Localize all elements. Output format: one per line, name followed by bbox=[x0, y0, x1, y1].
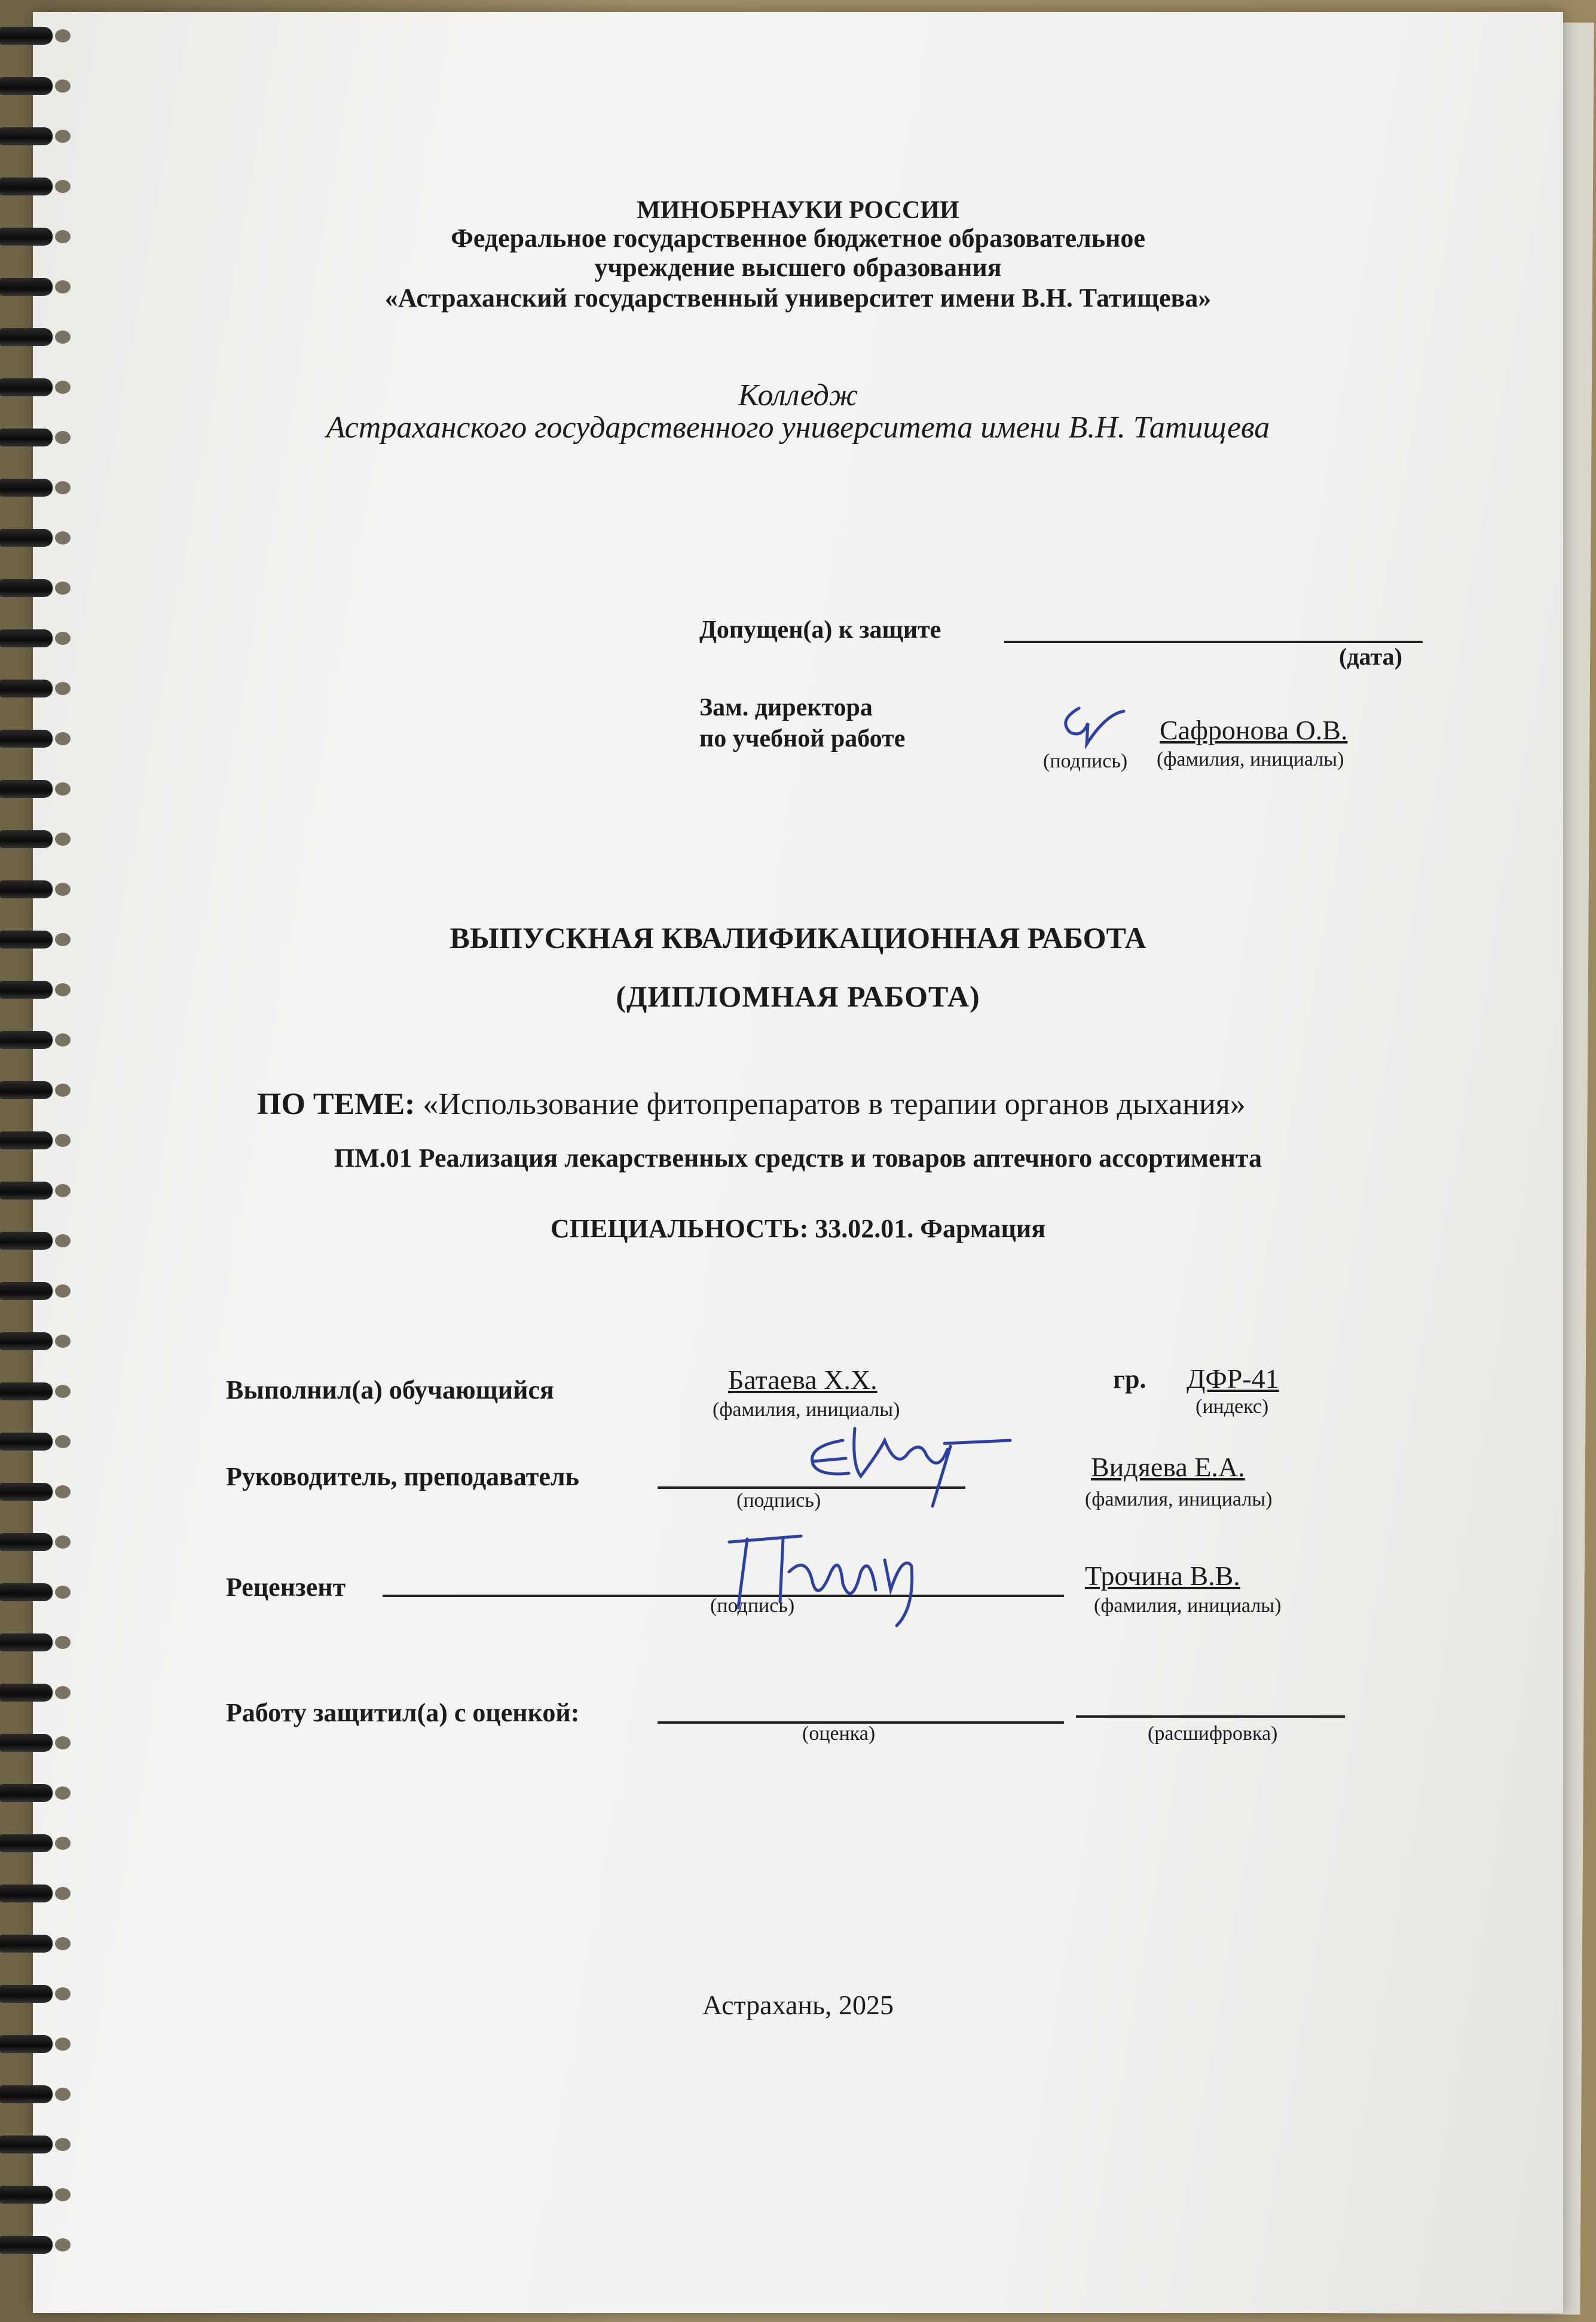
binding-ring bbox=[0, 1633, 53, 1651]
punch-hole bbox=[55, 1887, 71, 1900]
binding-ring bbox=[0, 1834, 53, 1852]
binding-ring bbox=[0, 178, 53, 195]
college-line-1: Колледж bbox=[738, 378, 858, 412]
grade-text-caption: (расшифровка) bbox=[1148, 1723, 1278, 1745]
punch-hole bbox=[55, 1837, 71, 1850]
punch-hole bbox=[55, 1636, 71, 1649]
binding-ring bbox=[0, 780, 53, 798]
work-title-line-2: (ДИПЛОМНАЯ РАБОТА) bbox=[616, 980, 980, 1013]
binding-ring bbox=[0, 730, 53, 748]
punch-hole bbox=[55, 2138, 71, 2151]
binding-ring bbox=[0, 579, 53, 597]
specialty: СПЕЦИАЛЬНОСТЬ: 33.02.01. Фармация bbox=[550, 1214, 1046, 1243]
supervisor-signature-caption: (подпись) bbox=[736, 1489, 821, 1512]
reviewer-name-caption: (фамилия, инициалы) bbox=[1094, 1595, 1282, 1617]
student-label: Выполнил(а) обучающийся bbox=[226, 1375, 554, 1405]
punch-hole bbox=[55, 1385, 71, 1398]
punch-hole bbox=[55, 682, 71, 695]
topic-text: «Использование фитопрепаратов в терапии органов дыхания» bbox=[423, 1087, 1246, 1121]
punch-hole bbox=[55, 1284, 71, 1298]
group-value: ДФР-41 bbox=[1187, 1363, 1279, 1394]
binding-ring bbox=[0, 1734, 53, 1752]
binding-ring bbox=[0, 880, 53, 898]
punch-hole bbox=[55, 883, 71, 896]
punch-hole bbox=[55, 1786, 71, 1800]
date-caption: (дата) bbox=[1339, 643, 1402, 670]
binding-ring bbox=[0, 2035, 53, 2053]
punch-hole bbox=[55, 1184, 71, 1197]
city-year: Астрахань, 2025 bbox=[702, 1990, 894, 2020]
punch-hole bbox=[55, 1535, 71, 1549]
punch-hole bbox=[55, 2188, 71, 2201]
punch-hole bbox=[55, 1686, 71, 1699]
binding-ring bbox=[0, 680, 53, 697]
binding-ring bbox=[0, 1533, 53, 1551]
binding-ring bbox=[0, 1884, 53, 1902]
binding-ring bbox=[0, 2236, 53, 2254]
punch-hole bbox=[55, 2038, 71, 2051]
punch-hole bbox=[55, 29, 71, 42]
grade-text-line bbox=[1076, 1715, 1345, 1718]
binding-ring bbox=[0, 1583, 53, 1601]
binding-ring bbox=[0, 328, 53, 346]
binding-ring bbox=[0, 479, 53, 497]
binding-ring bbox=[0, 1332, 53, 1350]
binding-ring bbox=[0, 2186, 53, 2204]
group-label: гр. bbox=[1113, 1365, 1146, 1394]
punch-hole bbox=[55, 79, 71, 93]
punch-hole bbox=[55, 1335, 71, 1348]
institution-line-1: Федеральное государственное бюджетное образовательное bbox=[451, 224, 1145, 253]
binding-ring bbox=[0, 1382, 53, 1400]
punch-hole bbox=[55, 1435, 71, 1448]
student-name: Батаева Х.Х. bbox=[728, 1365, 878, 1395]
binding-ring bbox=[0, 1282, 53, 1300]
student-name-caption: (фамилия, инициалы) bbox=[713, 1399, 900, 1421]
punch-hole bbox=[55, 331, 71, 344]
binding-ring bbox=[0, 529, 53, 547]
punch-hole bbox=[55, 531, 71, 544]
binding-ring bbox=[0, 1081, 53, 1099]
binding-ring bbox=[0, 1784, 53, 1802]
deputy-signature-caption: (подпись) bbox=[1043, 750, 1128, 772]
grade-label: Работу защитил(а) с оценкой: bbox=[226, 1698, 580, 1727]
binding-ring bbox=[0, 27, 53, 45]
punch-hole bbox=[55, 632, 71, 645]
deputy-line-2: по учебной работе bbox=[699, 725, 906, 752]
punch-hole bbox=[55, 1586, 71, 1599]
binding-ring bbox=[0, 1483, 53, 1501]
punch-hole bbox=[55, 732, 71, 745]
college-line-2: Астраханского государственного университета имени В.Н. Татищева bbox=[326, 411, 1270, 445]
binding-ring bbox=[0, 1433, 53, 1451]
supervisor-label: Руководитель, преподаватель bbox=[226, 1462, 579, 1491]
binding-ring bbox=[0, 1684, 53, 1702]
reviewer-name: Трочина В.В. bbox=[1085, 1561, 1240, 1591]
binding-ring bbox=[0, 830, 53, 848]
supervisor-name: Видяева Е.А. bbox=[1091, 1452, 1245, 1482]
deputy-signature bbox=[1052, 696, 1142, 750]
binding-ring bbox=[0, 1031, 53, 1049]
binding-ring bbox=[0, 77, 53, 95]
punch-hole bbox=[55, 1084, 71, 1097]
admitted-label: Допущен(а) к защите bbox=[699, 616, 941, 644]
topic-line bbox=[257, 1087, 1246, 1122]
punch-hole bbox=[55, 1736, 71, 1749]
punch-hole bbox=[55, 782, 71, 796]
binding-ring bbox=[0, 2136, 53, 2153]
reviewer-signature-caption: (подпись) bbox=[710, 1595, 795, 1617]
institution-line-2: учреждение высшего образования bbox=[594, 253, 1002, 282]
punch-hole bbox=[55, 481, 71, 494]
deputy-line-1: Зам. директора bbox=[699, 694, 873, 721]
binding-ring bbox=[0, 1182, 53, 1200]
punch-hole bbox=[55, 2088, 71, 2101]
professional-module: ПМ.01 Реализация лекарственных средств и товаров аптечного ассортимента bbox=[334, 1143, 1262, 1173]
binding-ring bbox=[0, 1935, 53, 1953]
ministry-name: МИНОБРНАУКИ РОССИИ bbox=[637, 197, 959, 224]
work-title-line-1: ВЫПУСКНАЯ КВАЛИФИКАЦИОННАЯ РАБОТА bbox=[450, 921, 1146, 955]
supervisor-signature bbox=[795, 1417, 1022, 1518]
university-name: «Астраханский государственный университет имени В.Н. Татищева» bbox=[384, 283, 1212, 313]
punch-hole bbox=[55, 1485, 71, 1498]
grade-caption: (оценка) bbox=[802, 1723, 876, 1745]
binding-ring bbox=[0, 629, 53, 647]
supervisor-name-caption: (фамилия, инициалы) bbox=[1085, 1488, 1273, 1510]
deputy-name-caption: (фамилия, инициалы) bbox=[1157, 748, 1344, 770]
deputy-name: Сафронова О.В. bbox=[1160, 715, 1348, 745]
group-caption: (индекс) bbox=[1196, 1396, 1269, 1418]
punch-hole bbox=[55, 1033, 71, 1047]
reviewer-label: Рецензент bbox=[226, 1573, 346, 1602]
punch-hole bbox=[55, 2238, 71, 2251]
punch-hole bbox=[55, 582, 71, 595]
binding-ring bbox=[0, 2085, 53, 2103]
punch-hole bbox=[55, 180, 71, 193]
punch-hole bbox=[55, 833, 71, 846]
topic-label: ПО ТЕМЕ: bbox=[257, 1087, 415, 1121]
punch-hole bbox=[55, 130, 71, 143]
punch-hole bbox=[55, 1937, 71, 1950]
binding-ring bbox=[0, 127, 53, 145]
